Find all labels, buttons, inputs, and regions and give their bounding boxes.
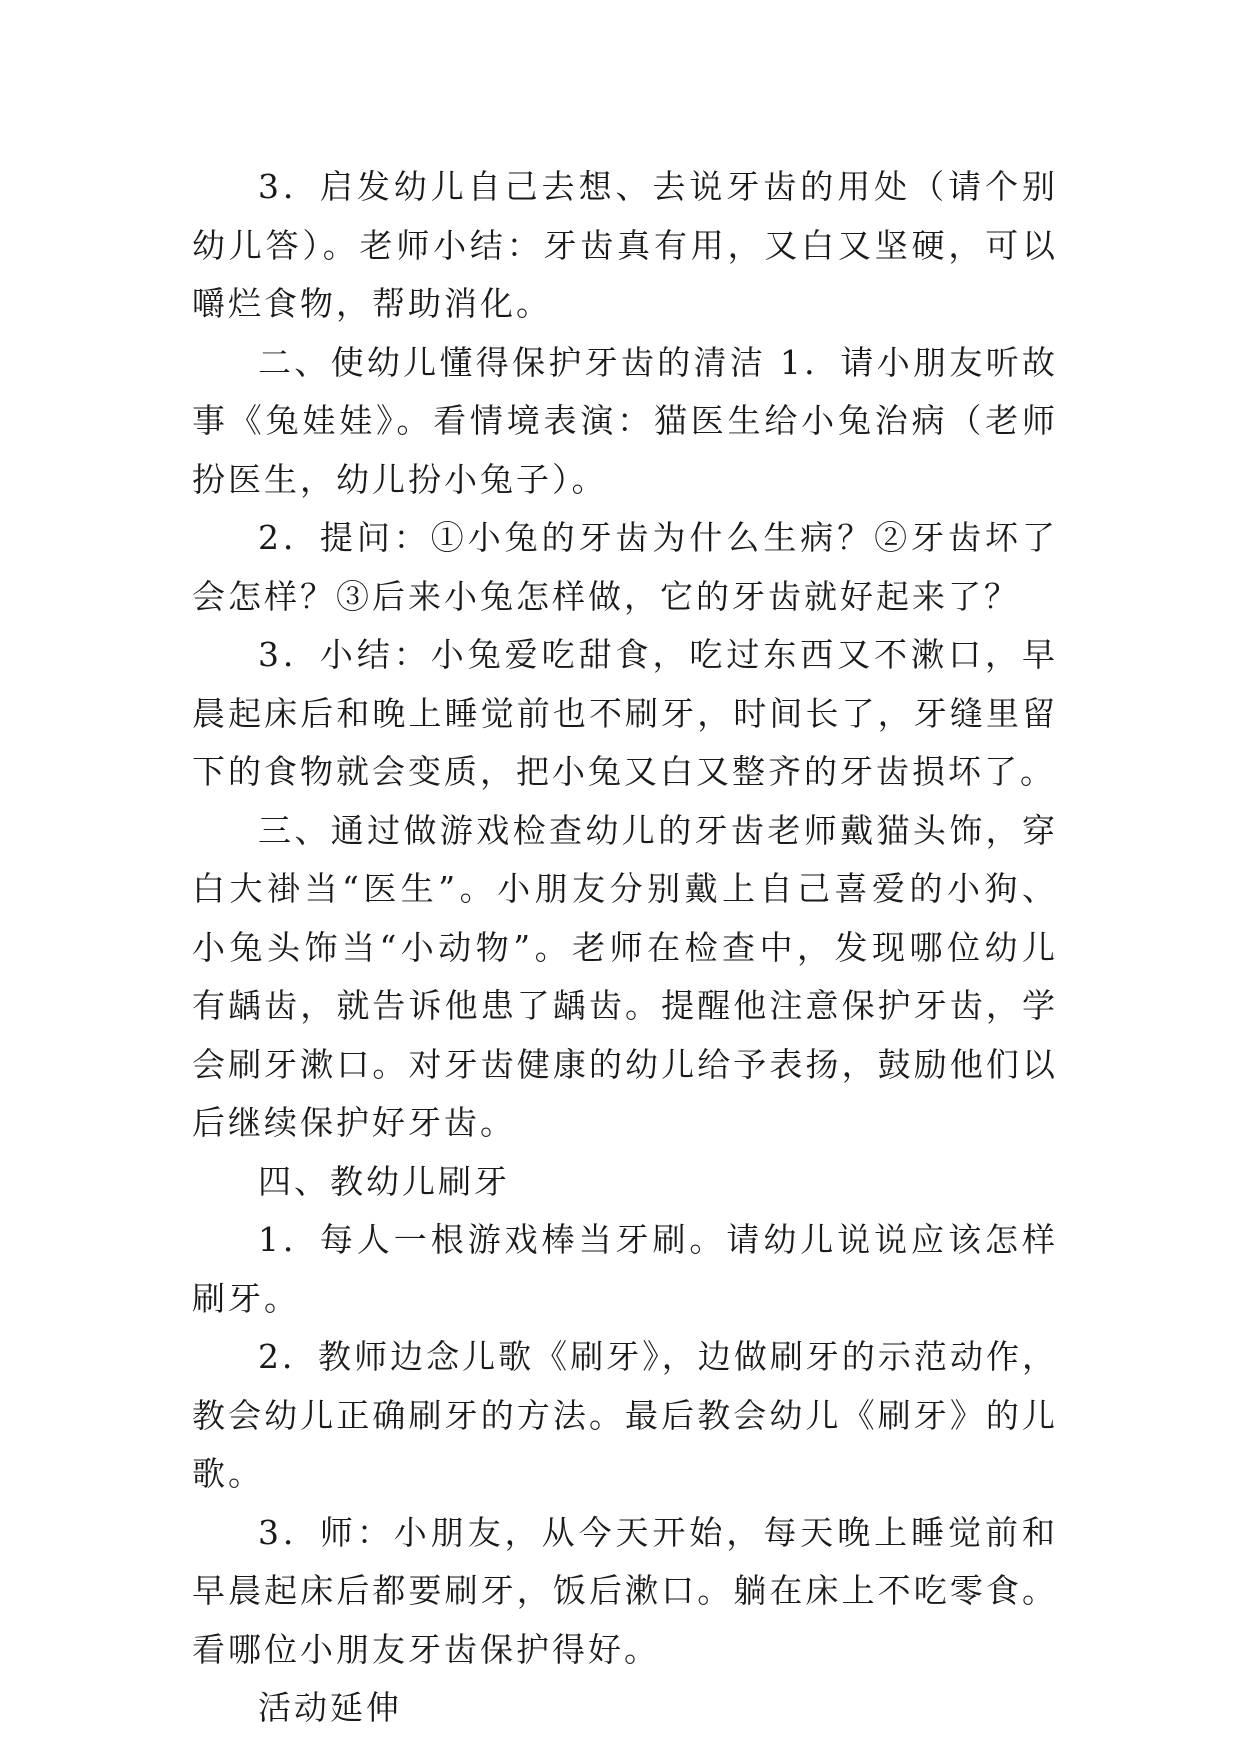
paragraph-step2-song: 2．教师边念儿歌《刷牙》，边做刷牙的示范动作，教会幼儿正确刷牙的方法。最后教会幼儿《刷牙》的儿歌。 (192, 1337, 1058, 1493)
paragraph-step3-teacher: 3．师：小朋友，从今天开始，每天晚上睡觉前和早晨起床后都要刷牙，饭后漱口。躺在床上不吃零食。看哪位小朋友牙齿保护得好。 (192, 1512, 1058, 1669)
paragraph-section3-game: 三、通过做游戏检查幼儿的牙齿老师戴猫头饰，穿白大褂当“医生”。小朋友分别戴上自己喜爱的小狗、小兔头饰当“小动物”。老师在检查中，发现哪位幼儿有龋齿，就告诉他患了龋齿。提醒他注意保护牙齿，学会刷牙漱口。对牙齿健康的幼儿给予表扬，鼓励他们以后继续保护好牙齿。 (192, 810, 1058, 1142)
paragraph-step3-summary: 3．小结：小兔爱吃甜食，吃过东西又不漱口，早晨起床后和晚上睡觉前也不刷牙，时间长了，牙缝里留下的食物就会变质，把小兔又白又整齐的牙齿损坏了。 (192, 635, 1058, 791)
paragraph-step2-questions: 2．提问：①小兔的牙齿为什么生病？②牙齿坏了会怎样？③后来小兔怎样做，它的牙齿就好起来了？ (192, 518, 1058, 616)
heading-activity-extension: 活动延伸 (258, 1688, 402, 1727)
paragraph-step3-tooth-use: 3．启发幼儿自己去想、去说牙齿的用处（请个别幼儿答）。老师小结：牙齿真有用，又白又坚硬，可以嚼烂食物，帮助消化。 (192, 167, 1058, 323)
heading-section4: 四、教幼儿刷牙 (258, 1161, 510, 1201)
document-body (192, 158, 1058, 1738)
paragraph-section2-story: 二、使幼儿懂得保护牙齿的清洁 1．请小朋友听故事《兔娃娃》。看情境表演：猫医生给小兔治病（老师扮医生，幼儿扮小兔子）。 (192, 342, 1058, 499)
paragraph-step1-toothbrush: 1．每人一根游戏棒当牙刷。请幼儿说说应该怎样刷牙。 (192, 1220, 1058, 1318)
